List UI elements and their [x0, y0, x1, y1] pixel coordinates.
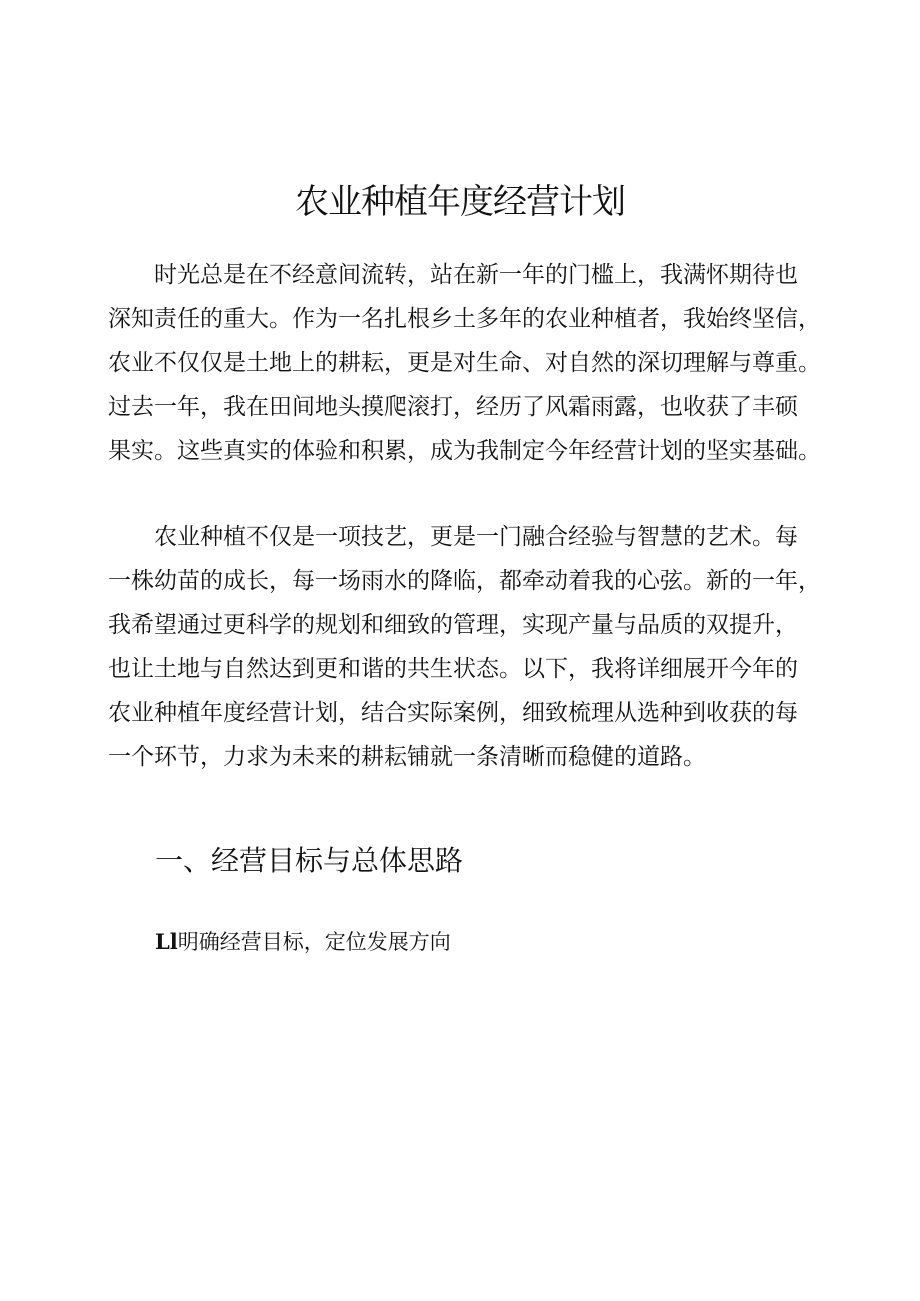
paragraph-line: 农业种植不仅是一项技艺，更是一门融合经验与智慧的艺术。每 [108, 524, 798, 550]
sub-heading-number: Ll [155, 929, 178, 954]
paragraph-line: 农业种植年度经营计划，结合实际案例，细致梳理从选种到收获的每 [108, 700, 798, 726]
intro-paragraph-1 [108, 253, 820, 473]
paragraph-line: 过去一年，我在田间地头摸爬滚打，经历了风霜雨露，也收获了丰硕 [108, 394, 798, 420]
paragraph-line: 我希望通过更科学的规划和细致的管理，实现产量与品质的双提升， [108, 612, 798, 638]
paragraph-line: 一个环节，力求为未来的耕耘铺就一条清晰而稳健的道路。 [108, 744, 706, 770]
paragraph-line: 也让土地与自然达到更和谐的共生状态。以下，我将详细展开今年的 [108, 656, 798, 682]
paragraph-line: 深知责任的重大。作为一名扎根乡土多年的农业种植者，我始终坚信， [108, 306, 821, 332]
sub-heading-text: 明确经营目标，定位发展方向 [177, 930, 451, 954]
document-title: 农业种植年度经营计划 [295, 182, 625, 222]
paragraph-line: 一株幼苗的成长，每一场雨水的降临，都牵动着我的心弦。新的一年， [108, 568, 821, 594]
section-heading: 一、经营目标与总体思路 [155, 844, 464, 877]
sub-heading [155, 922, 451, 962]
paragraph-line: 果实。这些真实的体验和积累，成为我制定今年经营计划的坚实基础。 [108, 438, 821, 464]
paragraph-line: 时光总是在不经意间流转，站在新一年的门槛上，我满怀期待也 [108, 262, 798, 288]
intro-paragraph-2 [108, 515, 820, 779]
paragraph-line: 农业不仅仅是土地上的耕耘，更是对生命、对自然的深切理解与尊重。 [108, 350, 821, 376]
